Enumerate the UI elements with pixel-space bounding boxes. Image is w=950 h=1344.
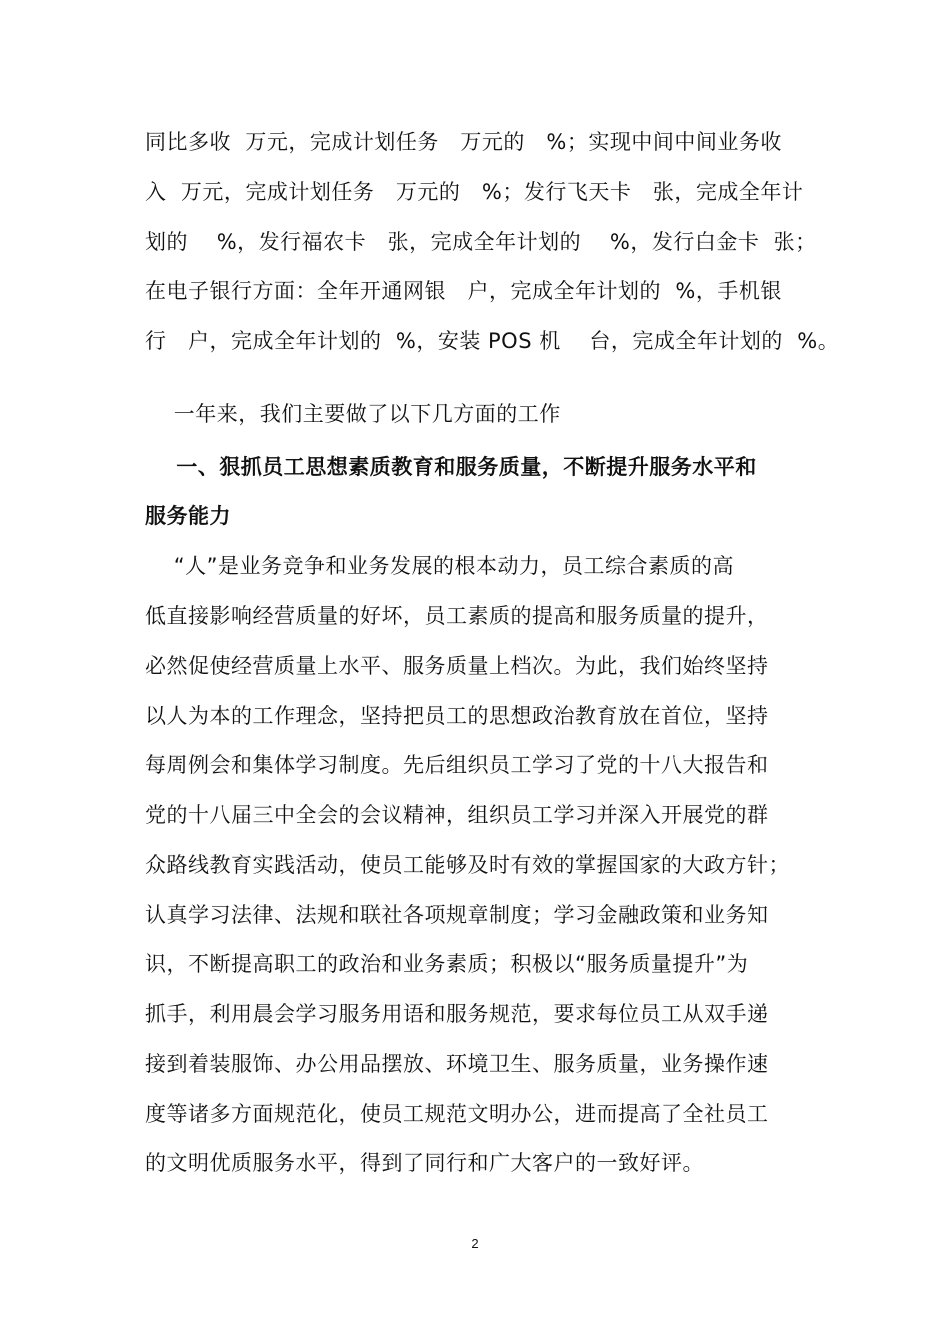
section-intro: 一年来，我们主要做了以下几方面的工作 xyxy=(145,402,561,426)
text-line: 度等诸多方面规范化，使员工规范文明办公，进而提高了全社员工 xyxy=(145,1102,769,1126)
page-number: 2 xyxy=(471,1236,479,1251)
text-line: 党的十八届三中全会的会议精神，组织员工学习并深入开展党的群 xyxy=(145,803,769,827)
text-line: 的文明优质服务水平，得到了同行和广大客户的一致好评。 xyxy=(145,1151,704,1175)
text-line: 接到着装服饰、办公用品摆放、环境卫生、服务质量，业务操作速 xyxy=(145,1052,769,1076)
text-line: 抓手，利用晨会学习服务用语和服务规范，要求每位员工从双手递 xyxy=(145,1002,769,1026)
text-line: 每周例会和集体学习制度。先后组织员工学习了党的十八大报告和 xyxy=(145,753,769,777)
section-heading: 一、狠抓员工思想素质教育和服务质量，不断提升服务水平和 xyxy=(145,455,757,479)
text-line: “人”是业务竞争和业务发展的根本动力，员工综合素质的高 xyxy=(145,554,734,578)
section-heading-continued: 服务能力 xyxy=(145,504,231,528)
text-line: 行 户，完成全年计划的 %，安装 POS 机 台，完成全年计划的 %。 xyxy=(145,329,840,353)
text-line: 低直接影响经营质量的好坏，员工素质的提高和服务质量的提升， xyxy=(145,604,769,628)
text-line: 必然促使经营质量上水平、服务质量上档次。为此，我们始终坚持 xyxy=(145,654,769,678)
text-line: 在电子银行方面：全年开通网银 户，完成全年计划的 %，手机银 xyxy=(145,279,782,303)
text-line: 划的 %，发行福农卡 张，完成全年计划的 %，发行白金卡 张； xyxy=(145,230,817,254)
text-line: 识，不断提高职工的政治和业务素质；积极以“服务质量提升”为 xyxy=(145,952,749,976)
text-line: 同比多收 万元，完成计划任务 万元的 %；实现中间中间业务收 xyxy=(145,130,782,154)
text-line: 众路线教育实践活动，使员工能够及时有效的掌握国家的大政方针； xyxy=(145,853,790,877)
text-line: 以人为本的工作理念，坚持把员工的思想政治教育放在首位，坚持 xyxy=(145,704,769,728)
text-line: 认真学习法律、法规和联社各项规章制度；学习金融政策和业务知 xyxy=(145,903,769,927)
text-line: 入 万元，完成计划任务 万元的 %；发行飞天卡 张，完成全年计 xyxy=(145,180,804,204)
